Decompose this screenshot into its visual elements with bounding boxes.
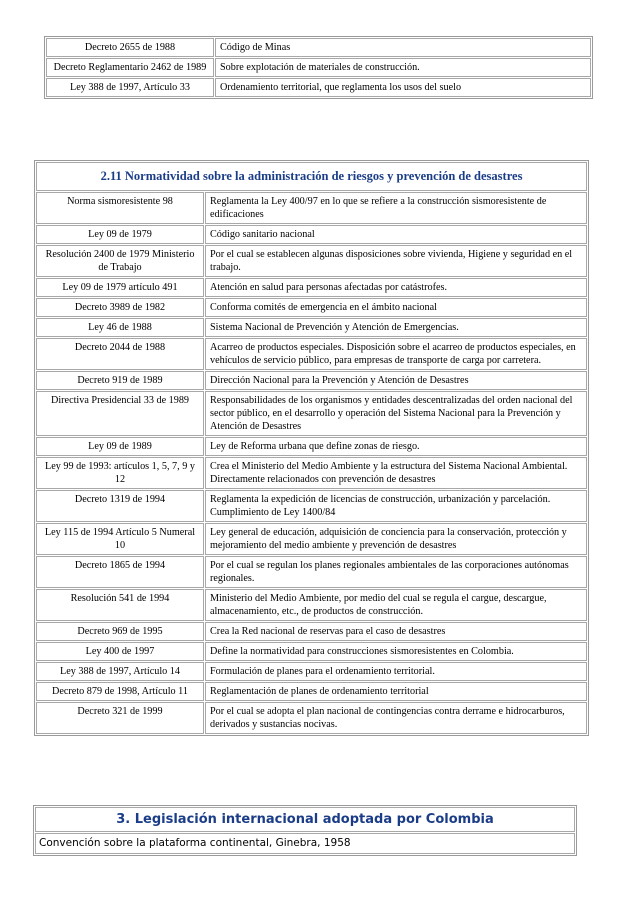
norm-name-cell: Decreto 1319 de 1994 — [36, 490, 204, 522]
table-row — [46, 58, 591, 77]
norm-name-cell: Resolución 541 de 1994 — [36, 589, 204, 621]
norm-name-cell: Ley 115 de 1994 Artículo 5 Numeral 10 — [36, 523, 204, 555]
norm-description-cell: Reglamenta la Ley 400/97 en lo que se refiere a la construcción sismoresistente de edificaciones — [205, 192, 587, 224]
norm-name-cell: Decreto 969 de 1995 — [36, 622, 204, 641]
table-row — [36, 556, 587, 588]
top-table-body — [46, 38, 591, 97]
table-row — [36, 662, 587, 681]
international-legislation-table — [33, 805, 577, 856]
table-row — [36, 682, 587, 701]
table-row — [36, 371, 587, 390]
norm-description-cell: Ley de Reforma urbana que define zonas de riesgo. — [205, 437, 587, 456]
norm-description-cell: Dirección Nacional para la Prevención y Atención de Desastres — [205, 371, 587, 390]
norm-name-cell: Ley 388 de 1997, Artículo 14 — [36, 662, 204, 681]
table-row — [36, 192, 587, 224]
table-row — [36, 225, 587, 244]
table-row — [36, 318, 587, 337]
norm-description-cell: Sobre explotación de materiales de construcción. — [215, 58, 591, 77]
top-table — [44, 36, 593, 99]
table-row — [36, 702, 587, 734]
table-row — [36, 642, 587, 661]
norm-description-cell: Sistema Nacional de Prevención y Atención de Emergencias. — [205, 318, 587, 337]
table-row — [36, 338, 587, 370]
norm-name-cell: Resolución 2400 de 1979 Ministerio de Trabajo — [36, 245, 204, 277]
norm-description-cell: Reglamenta la expedición de licencias de construcción, urbanización y parcelación. Cumplimiento de Ley 1400/84 — [205, 490, 587, 522]
norm-description-cell: Conforma comités de emergencia en el ámbito nacional — [205, 298, 587, 317]
table-row — [46, 78, 591, 97]
norm-description-cell: Código sanitario nacional — [205, 225, 587, 244]
table-row — [36, 298, 587, 317]
table-row — [36, 245, 587, 277]
norm-description-cell: Por el cual se adopta el plan nacional de contingencias contra derrame e hidrocarburos, derivados y sustancias nocivas. — [205, 702, 587, 734]
norm-name-cell: Ley 46 de 1988 — [36, 318, 204, 337]
norm-name-cell: Decreto 919 de 1989 — [36, 371, 204, 390]
norm-name-cell: Decreto 879 de 1998, Artículo 11 — [36, 682, 204, 701]
risk-regulation-table — [34, 160, 589, 736]
table-row — [36, 622, 587, 641]
table-row — [36, 490, 587, 522]
norm-name-cell: Decreto 3989 de 1982 — [36, 298, 204, 317]
norm-description-cell: Ordenamiento territorial, que reglamenta los usos del suelo — [215, 78, 591, 97]
norm-description-cell: Formulación de planes para el ordenamiento territorial. — [205, 662, 587, 681]
norm-description-cell: Atención en salud para personas afectadas por catástrofes. — [205, 278, 587, 297]
norm-description-cell: Código de Minas — [215, 38, 591, 57]
norm-name-cell: Ley 388 de 1997, Artículo 33 — [46, 78, 214, 97]
table-row — [36, 391, 587, 436]
table-row — [46, 38, 591, 57]
norm-name-cell: Decreto 2044 de 1988 — [36, 338, 204, 370]
norm-description-cell: Ministerio del Medio Ambiente, por medio del cual se regula el cargue, descargue, almacenamiento, etc., de productos de construcción. — [205, 589, 587, 621]
norm-description-cell: Ley general de educación, adquisición de conciencia para la conservación, protección y mejoramiento del medio ambiente y prevención de desastres — [205, 523, 587, 555]
norm-description-cell: Responsabilidades de los organismos y entidades descentralizadas del orden nacional del sector público, en el desarrollo y operación del Sistema Nacional para la Prevención y Atención de Desastres — [205, 391, 587, 436]
norm-description-cell: Por el cual se establecen algunas disposiciones sobre vivienda, Higiene y seguridad en el trabajo. — [205, 245, 587, 277]
norm-name-cell: Decreto 2655 de 1988 — [46, 38, 214, 57]
norm-name-cell: Decreto 321 de 1999 — [36, 702, 204, 734]
norm-name-cell: Ley 400 de 1997 — [36, 642, 204, 661]
table-row — [35, 833, 575, 854]
norm-description-cell: Define la normatividad para construcciones sismoresistentes en Colombia. — [205, 642, 587, 661]
table-row — [36, 589, 587, 621]
norm-name-cell: Decreto 1865 de 1994 — [36, 556, 204, 588]
norm-name-cell: Ley 09 de 1979 — [36, 225, 204, 244]
table-row — [36, 437, 587, 456]
norm-name-cell: Directiva Presidencial 33 de 1989 — [36, 391, 204, 436]
norm-name-cell: Ley 09 de 1979 artículo 491 — [36, 278, 204, 297]
norm-description-cell: Reglamentación de planes de ordenamiento territorial — [205, 682, 587, 701]
convention-cell: Convención sobre la plataforma continental, Ginebra, 1958 — [35, 833, 575, 854]
risk-regulation-table-body — [36, 192, 587, 734]
table-row — [36, 457, 587, 489]
table-row — [36, 523, 587, 555]
norm-name-cell: Ley 09 de 1989 — [36, 437, 204, 456]
section-3-title: 3. Legislación internacional adoptada por Colombia — [35, 807, 575, 832]
norm-description-cell: Crea el Ministerio del Medio Ambiente y la estructura del Sistema Nacional Ambiental. Directamente relacionados con prevención de desastres — [205, 457, 587, 489]
table-row — [36, 278, 587, 297]
section-211-title: 2.11 Normatividad sobre la administración de riesgos y prevención de desastres — [36, 162, 587, 191]
norm-name-cell: Norma sismoresistente 98 — [36, 192, 204, 224]
norm-description-cell: Crea la Red nacional de reservas para el caso de desastres — [205, 622, 587, 641]
norm-name-cell: Decreto Reglamentario 2462 de 1989 — [46, 58, 214, 77]
norm-name-cell: Ley 99 de 1993: artículos 1, 5, 7, 9 y 12 — [36, 457, 204, 489]
international-legislation-table-body — [35, 833, 575, 854]
norm-description-cell: Por el cual se regulan los planes regionales ambientales de las corporaciones autónomas regionales. — [205, 556, 587, 588]
norm-description-cell: Acarreo de productos especiales. Disposición sobre el acarreo de productos especiales, en vehículos de servicio público, para empresas de transporte de carga por carretera. — [205, 338, 587, 370]
